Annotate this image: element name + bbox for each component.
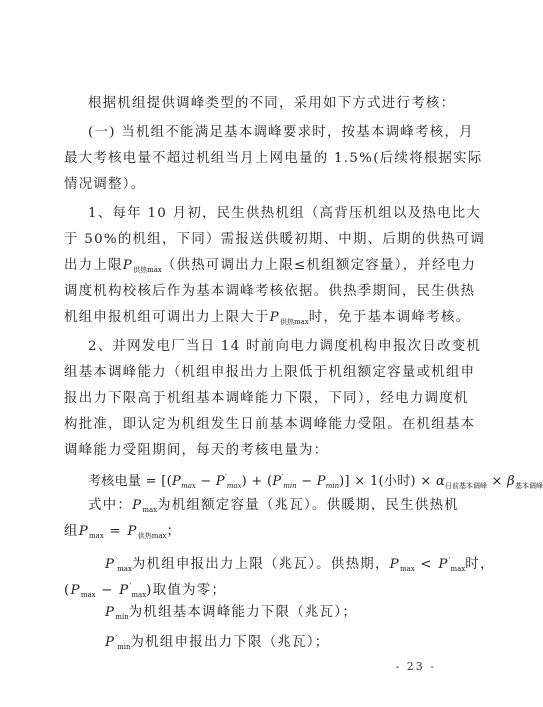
definition-p-max-prime: $P'_{max}$为机组申报出力上限（兆瓦）。供热期，$P_{max} < P'_{max}$时，: [105, 556, 495, 573]
definition-p-max: 式中：$P_{max}$为机组额定容量（兆瓦）。供暖期，民生供热机: [88, 498, 459, 514]
formula-hours: 1(小时): [369, 474, 416, 489]
definition-zero-case: $(P_{max} - P'_{max})$取值为零；: [64, 582, 227, 599]
item-1-line-5: [64, 310, 471, 330]
item-1-line-5-post: 时，免于基本调峰考核。: [308, 310, 471, 325]
beta-subscript: 基本调峰: [514, 482, 543, 490]
p-heat-max-symbol: $P_{供热max}$: [122, 258, 162, 274]
item-1-line-2: 于 50%的机组，下同）需报送供暖初期、中期、后期的供热可调: [64, 232, 486, 247]
item-1-line-4: 调度机构校核后作为基本调峰考核依据。供热季期间，民生供热: [64, 284, 476, 299]
item-1-line-5-pre: 机组申报机组可调出力上限大于: [64, 310, 270, 325]
item-1-line-3-post: （供热可调出力上限≤机组额定容量），并经电力: [161, 258, 477, 273]
item-2-line-1: 2、并网发电厂当日 14 时前向电力调度机构申报次日改变机: [88, 339, 482, 354]
item-1-line-3-pre: 出力上限: [64, 258, 123, 273]
item-2-line-2: 组基本调峰能力（机组申报出力上限低于机组额定容量或机组申: [64, 365, 476, 380]
section-1-line-3: 情况调整）。: [64, 177, 146, 192]
item-2-line-4: 构批准，即认定为机组发生日前基本调峰能力受阻。在机组基本: [64, 417, 476, 432]
item-2-line-3: 报出力下限高于机组基本调峰能力下限，下同），经电力调度机: [64, 391, 469, 406]
assessment-formula: 考核电量 = $[(P_{max} - P'_{max}) + (P'_{min} - P_{min})] \times 1$(小时) × $\alpha_{日前基本调峰} \times \beta_{基本调峰}$: [88, 473, 543, 490]
page-number: - 23 -: [395, 660, 436, 673]
section-1-line-2: 最大考核电量不超过机组当月上网电量的 1.5%(后续将根据实际: [64, 151, 483, 166]
formula-lhs: 考核电量: [88, 474, 142, 489]
definition-p-min-prime: $P'_{min}$为机组申报出力下限（兆瓦）；: [105, 634, 330, 651]
definition-p-min: $P_{min}$为机组基本调峰能力下限（兆瓦）；: [105, 605, 358, 621]
alpha-subscript: 日前基本调峰: [445, 482, 488, 490]
p-heat-max-symbol-2: $P_{供热max}$: [269, 310, 309, 326]
item-1-line-3: [64, 258, 477, 278]
intro-paragraph: 根据机组提供调峰类型的不同，采用如下方式进行考核：: [88, 96, 456, 111]
definition-p-max-heat: 组$P_{max} = P_{供热max}$；: [64, 524, 182, 540]
section-1-line-1: (一) 当机组不能满足基本调峰要求时，按基本调峰考核，月: [88, 125, 474, 140]
item-2-line-5: 调峰能力受阻期间，每天的考核电量为：: [64, 443, 329, 458]
item-1-line-1: 1、每年 10 月初，民生供热机组（高背压机组以及热电比大: [88, 206, 482, 221]
